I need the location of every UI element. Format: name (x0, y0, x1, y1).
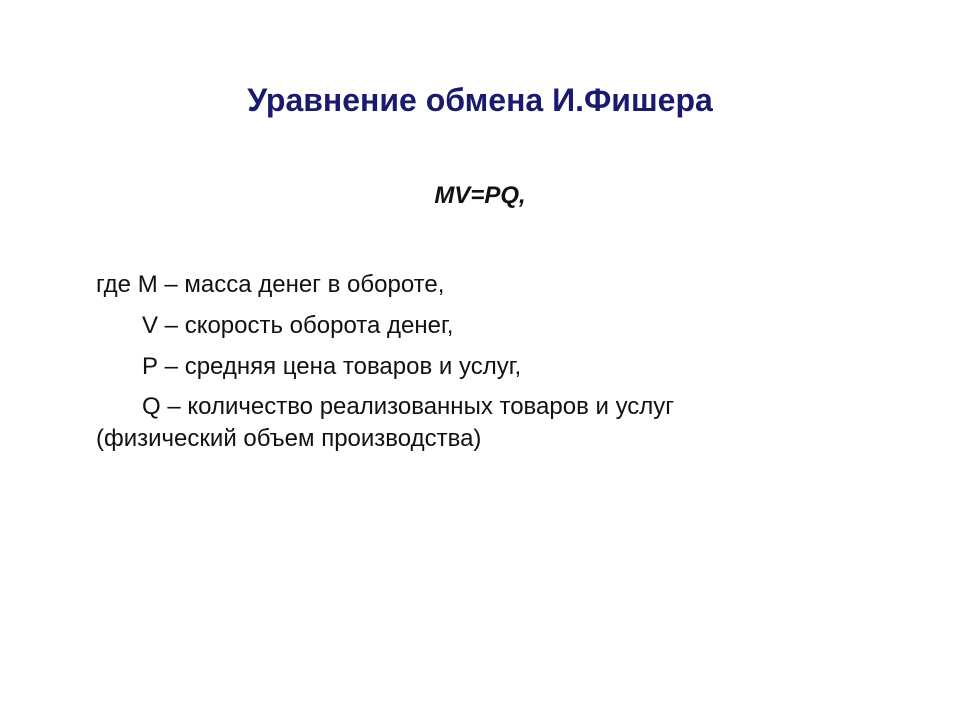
definitions-list (96, 264, 916, 455)
definition-q: Q – количество реализованных товаров и услуг (142, 393, 675, 420)
definition-v: V – скорость оборота денег, (142, 312, 454, 339)
definition-p: Р – средняя цена товаров и услуг, (142, 353, 522, 380)
definition-m: где М – масса денег в обороте, (96, 271, 445, 298)
definition-q-continuation: (физический объем производства) (96, 425, 482, 452)
slide-title: Уравнение обмена И.Фишера (247, 82, 713, 118)
equation-formula: MV=PQ, (434, 182, 526, 209)
